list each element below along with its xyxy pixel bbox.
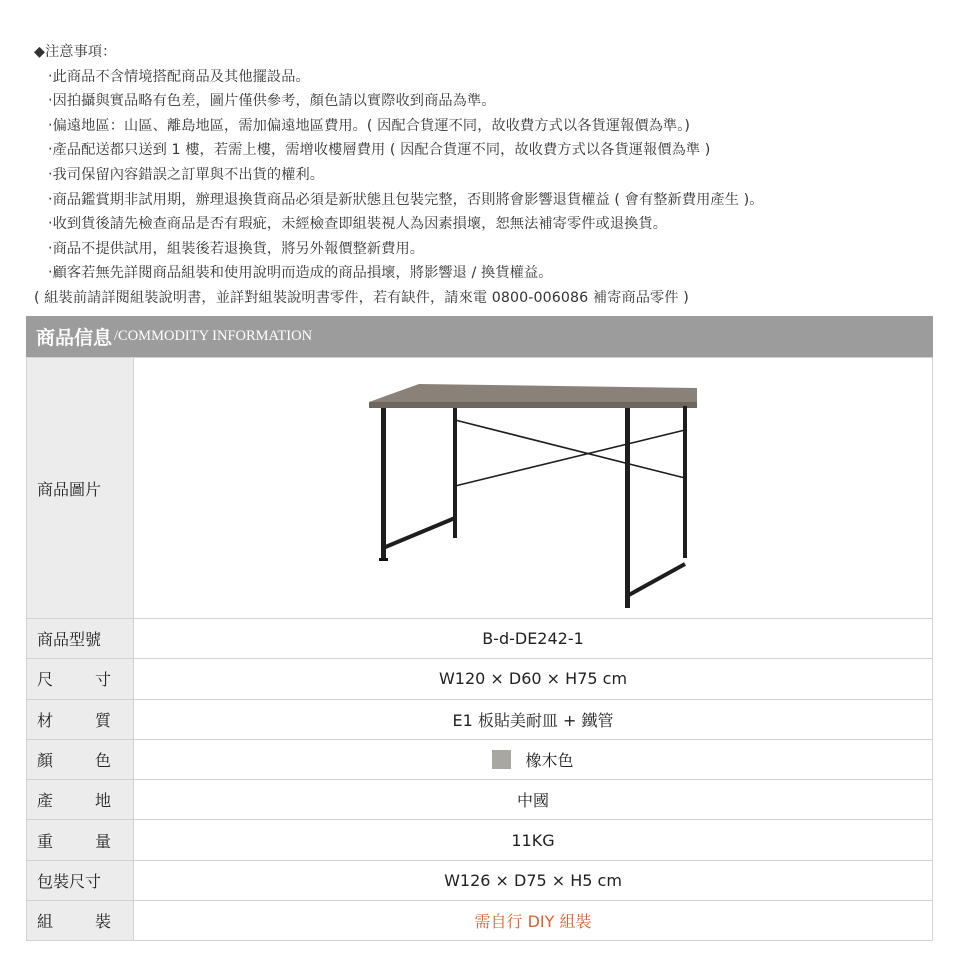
assembly-label: 組 裝 [27,901,134,941]
notice-item: ‧我司保留內容錯誤之訂單與不出貨的權利。 [48,166,325,183]
table-row [27,358,933,619]
table-row [27,739,933,779]
notice-item: ‧收到貨後請先檢查商品是否有瑕疵，未經檢查即組裝視人為因素損壞，恕無法補寄零件或退換貨。 [48,216,667,233]
model-value: B-d-DE242-1 [134,619,933,659]
color-value: 橡木色 [525,751,574,771]
origin-label: 產 地 [27,780,134,820]
color-swatch [492,750,511,769]
color-value-cell [134,739,933,779]
table-row [27,901,933,941]
weight-value: 11KG [134,820,933,860]
notice-item: ‧偏遠地區：山區、離島地區，需加偏遠地區費用。( 因配合貨運不同，故收費方式以各貨運報價為準。) [48,117,691,134]
notice-item: ‧此商品不含情境搭配商品及其他擺設品。 [48,68,310,85]
weight-label: 重 量 [27,820,134,860]
spec-table [26,357,933,941]
package-label: 包裝尺寸 [27,860,134,900]
notice-item: ‧顧客若無先詳閱商品組裝和使用說明而造成的商品損壞，將影響退 / 換貨權益。 [48,265,553,282]
spec-header [26,316,933,357]
notice-item: ‧因拍攝與實品略有色差，圖片僅供參考，顏色請以實際收到商品為準。 [48,93,496,110]
spec-header-title: 商品信息 [36,327,113,349]
notice-item: ‧商品鑑賞期非試用期，辦理退換貨商品必須是新狀態且包裝完整，否則將會影響退貨權益 ( 會有整新費用產生 )。 [48,191,764,208]
table-row [27,820,933,860]
image-label: 商品圖片 [27,358,134,619]
notice-footer: ( 組裝前請詳閱組裝說明書，並詳對組裝說明書零件，若有缺件，請來電 0800-006086 補寄商品零件 ) [34,289,689,306]
table-row [27,699,933,739]
table-row [27,659,933,699]
origin-value: 中國 [134,780,933,820]
spec-table-section [26,316,933,941]
color-label: 顏 色 [27,739,134,779]
table-row [27,619,933,659]
assembly-value: 需自行 DIY 組裝 [134,901,933,941]
notice-title: ◆注意事項： [34,44,117,60]
product-image [363,368,703,608]
spec-header-subtitle: /COMMODITY INFORMATION [114,328,313,344]
material-label: 材 質 [27,699,134,739]
model-label: 商品型號 [27,619,134,659]
table-row [27,860,933,900]
package-value: W126 × D75 × H5 cm [134,860,933,900]
table-row [27,780,933,820]
notice-item: ‧產品配送都只送到 1 樓，若需上樓，需增收樓層費用 ( 因配合貨運不同，故收費方式以各貨運報價為準 ) [48,142,711,159]
size-label: 尺 寸 [27,659,134,699]
notice-item: ‧商品不提供試用，組裝後若退換貨，將另外報價整新費用。 [48,240,425,257]
notice-section [34,40,944,311]
size-value: W120 × D60 × H75 cm [134,659,933,699]
material-value: E1 板貼美耐皿 + 鐵管 [134,699,933,739]
product-image-cell [134,358,933,619]
